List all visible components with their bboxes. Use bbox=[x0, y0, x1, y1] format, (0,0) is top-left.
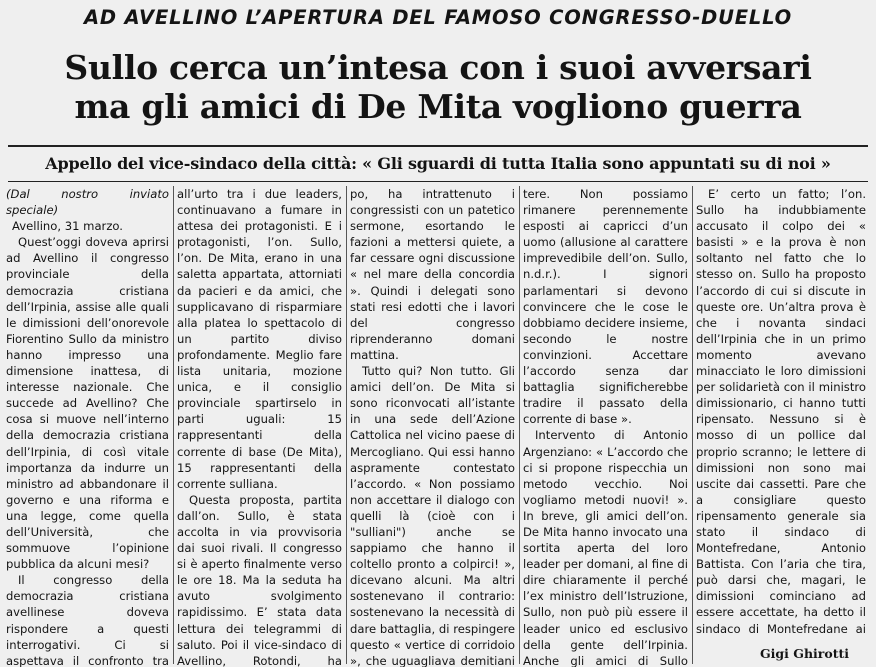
column-divider bbox=[692, 186, 693, 664]
headline-line-1: Sullo cerca un’intesa con i suoi avversari bbox=[64, 48, 812, 87]
subheadline-rule bbox=[8, 181, 868, 182]
article-column-1 bbox=[6, 186, 169, 667]
paragraph: all’urto tra i due leaders, continuavano a fumare in attesa dei protagonisti. E i protagonisti, l’on. Sullo, l’on. De Mita, erano in una saletta appartata, attorniati da pacieri e da amici, che supplicavano di risparmiare alla platea lo spettacolo di un partito diviso profondamente. Meglio fare lista unitaria, mozione unica, e il consiglio provinciale spartirselo in parti uguali: 15 rappresentanti della corrente di base (De Mita), 15 rappresentanti della corrente sulliana. bbox=[177, 187, 342, 491]
column-divider bbox=[519, 186, 520, 664]
paragraph: po, ha intrattenuto i congressisti con un patetico sermone, esortando le fazioni a mettersi quiete, a far cessare ogni discussione « nel mare della concordia ». Quindi i delegati sono stati resi edotti che i lavori del congresso riprenderanno domani mattina. bbox=[350, 187, 515, 362]
article-column-4 bbox=[523, 186, 688, 667]
article-column-5 bbox=[696, 186, 866, 638]
paragraph: Intervento di Antonio Argenziano: « L’accordo che ci si propone rispecchia un metodo vecchio. Noi vogliamo metodi nuovi! ». In breve, gli amici dell’on. De Mita hanno invocato una sortita aperta del loro leader per domani, al fine di dire chiaramente il perché l’ex ministro dell’Istruzione, Sullo, non può più essere il leader unico ed esclusivo della gente dell’Irpinia. Anche gli amici di Sullo bbox=[523, 428, 688, 667]
paragraph: tere. Non possiamo rimanere perennemente esposti ai capricci d’un uomo (allusione al carattere imprevedibile dell’on. Sullo, n.d.r.). I signori parlamentari si devono convincere che le cose le dobbiamo decidere insieme, secondo le nostre convinzioni. Accettare l’accordo senza dar battaglia significherebbe tradire il passato della corrente di base ». bbox=[523, 187, 688, 427]
article-column-3 bbox=[350, 186, 515, 667]
kicker: AD AVELLINO L’APERTURA DEL FAMOSO CONGRESSO-DUELLO bbox=[84, 6, 792, 29]
headline-line-2: ma gli amici di De Mita vogliono guerra bbox=[74, 87, 802, 126]
column-divider bbox=[173, 186, 174, 664]
dateline: Avellino, 31 marzo. bbox=[12, 219, 123, 234]
headline bbox=[0, 48, 876, 126]
column-divider bbox=[346, 186, 347, 664]
paragraph: Il congresso della democrazia cristiana avellinese doveva rispondere a questi interrogativi. Ci si aspettava il confronto tra bbox=[6, 573, 169, 667]
article-column-2 bbox=[177, 186, 342, 667]
subheadline: Appello del vice-sindaco della città: « Gli sguardi di tutta Italia sono appuntati su di noi » bbox=[45, 154, 831, 173]
source-note: (Dal nostro inviato speciale) bbox=[6, 187, 169, 218]
headline-rule bbox=[8, 145, 868, 147]
paragraph: Quest’oggi doveva aprirsi ad Avellino il congresso provinciale della democrazia cristiana dell’Irpinia, assise alle quali le dimissioni dell’onorevole Fiorentino Sullo da ministro hanno impresso una dimensione inattesa, di interesse nazionale. Che succede ad Avellino? Che cosa si muove nell’interno della democrazia cristiana dell’Irpinia, di così vitale importanza da indurre un ministro ad abbandonare il governo e una riforma e una legge, come quella dell’Università, che sommuove l’opinione pubblica da alcuni mesi? bbox=[6, 235, 169, 572]
paragraph: E’ certo un fatto; l’on. Sullo ha indubbiamente accusato il colpo dei « basisti » e la prova è non soltanto nel fatto che lo stesso on. Sullo ha proposto l’accordo di cui si discute in queste ore. Un’altra prova è che i novanta sindaci dell’Irpinia che in un primo momento avevano minacciato le loro dimissioni per solidarietà con il ministro dimissionario, ci hanno tutti ripensato. Nessuno si è mosso di un pollice dal proprio scranno; le lettere di dimissioni non sono mai uscite dai cassetti. Pare che a consigliare questo ripensamento generale sia stato il sindaco di Montefredane, Antonio Battista. Con l’aria che tira, può darsi che, magari, le dimissioni cominciano ad essere accettate, ha detto il sindaco di Montefredane ai bbox=[696, 187, 866, 636]
paragraph: Tutto qui? Non tutto. Gli amici dell’on. De Mita si sono riconvocati all’istante in una sede dell’Azione Cattolica nel vicino paese di Mercogliano. Qui essi hanno aspramente contestato l’accordo. « Non possiamo non accettare il dialogo con quelli là (cioè con i "sulliani") anche se sappiamo che hanno il coltello pronto a colpirci! », dicevano alcuni. Ma altri sostenevano il contrario: sostenevano la necessità di dare battaglia, di respingere questo « vertice di corridoio », che uguagliava demitiani bbox=[350, 364, 515, 667]
paragraph: Questa proposta, partita dall’on. Sullo, è stata accolta in via provvisoria dai suoi rivali. Il congresso si è aperto finalmente verso le ore 18. Ma la seduta ha avuto svolgimento rapidissimo. E’ stata data lettura dei telegrammi di saluto. Poi il vice-sindaco di Avellino, Rotondi, ha bbox=[177, 492, 342, 667]
author-signature: Gigi Ghirotti bbox=[760, 646, 849, 661]
